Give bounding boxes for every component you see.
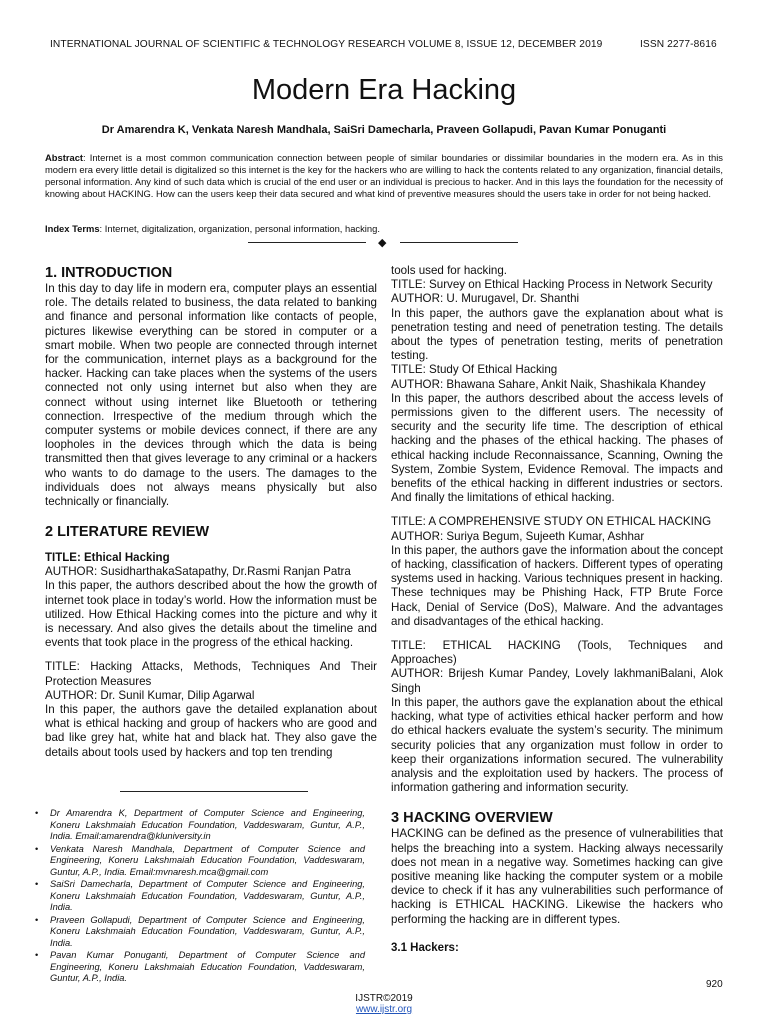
issn-header: ISSN 2277-8616 (640, 39, 717, 50)
left-column (45, 264, 377, 760)
footnote-item: • Praveen Gollapudi, Department of Computer Science and Engineering, Koneru Lakshmaiah Education Foundation, Vaddeswaram, Guntur, A.P., India. (35, 914, 365, 948)
footnote-item: • Venkata Naresh Mandhala, Department of Computer Science and Engineering, Koneru Lakshmaiah Education Foundation, Vaddeswaram, Guntur, A.P., India. Email:mvnaresh.mca@gmail.com (35, 843, 365, 877)
intro-text: In this day to day life in modern era, computer plays an essential role. The details related to business, the data related to banking and finance and personal information like contacts of people, pictures likewise everything can be stored in computer or a smart mobile. When two people are connected through internet for the communication, internet plays as a background for the hacker. Hacking can take places when the systems of the users connected not only using internet but also when they are connect without using internet like Bluetooth or tethering connection. Irrespective of the medium through which the computer systems or mobile devices connect, if there are any loopholes in the devices through which the data is being transmitted then that gives leverage to any criminal or a hackers who wants to do damage to the users. The damages to the individuals does not always means physically but also technically or financially. (45, 282, 377, 509)
bullet-icon: • (35, 879, 39, 889)
lit-entry-4-title: TITLE: Study Of Ethical Hacking (391, 363, 558, 377)
hackers-subheading: 3.1 Hackers: (391, 941, 459, 954)
lit-entry-5-author: AUTHOR: Suriya Begum, Sujeeth Kumar, Ashhar (391, 529, 645, 543)
bullet-icon: • (35, 914, 39, 925)
index-terms-label: Index Terms (45, 223, 100, 234)
diamond-icon: ◆ (378, 237, 387, 249)
paper-title: Modern Era Hacking (251, 74, 517, 106)
lit-entry-1-author: AUTHOR: SusidharthakaSatapathy, Dr.Rasmi Ranjan Patra (45, 565, 351, 579)
lit-entry-3-author: AUTHOR: U. Murugavel, Dr. Shanthi (391, 292, 580, 306)
footnote-item: • Pavan Kumar Ponuganti, Department of Computer Science and Engineering, Koneru Lakshmaiah Education Foundation, Vaddeswaram, Guntur, A.P., India. (35, 950, 365, 983)
lit-entry-4-text: In this paper, the authors described about the access levels of permissions given to the different users. The necessity of security and the security life time. The description of ethical hacking and the phases of the ethical hacking. The phases of ethical hacking include Reconnaissance, Scanning, Owning the System, Zombie System, Evidence Removal. The impacts and benefits of the ethical hacking in different industries or sectors. And finally the limitations of ethical hacking. (391, 391, 723, 505)
lit-entry-1-text: In this paper, the authors described about the how the growth of internet took place in today’s world. How the information must be utilized. How Ethical Hacking comes into the picture and why it is necessary. And also gives the details about the timeline and events that took place in the progress of the ethical hacking. (45, 579, 377, 650)
copyright: IJSTR©2019 (355, 993, 413, 1004)
separator-line-right (400, 242, 518, 243)
bullet-icon: • (35, 950, 39, 960)
bullet-icon: • (35, 843, 39, 854)
lit-entry-3-title: TITLE: Survey on Ethical Hacking Process in Network Security (391, 278, 713, 292)
footnote-item: • SaiSri Damecharla, Department of Computer Science and Engineering, Koneru Lakshmaiah Education Foundation, Vaddeswaram, Guntur, A.P., India. (35, 879, 365, 912)
lit-entry-4-author: AUTHOR: Bhawana Sahare, Ankit Naik, Shashikala Khandey (391, 377, 706, 391)
right-column (391, 264, 723, 955)
journal-link[interactable]: www.ijstr.org (355, 1004, 413, 1015)
lit-entry-1-title: TITLE: Ethical Hacking (45, 552, 170, 565)
intro-heading: 1. INTRODUCTION (45, 265, 173, 281)
index-terms-text: : Internet, digitalization, organization, personal information, hacking. (99, 223, 380, 234)
abstract-text: : Internet is a most common communication connection between people of similar boundaries or dissimilar boundaries in the modern era. As in this modern era every little detail is digitalized so this internet is the key for the hackers who are willing to hack the contents related to any organization, financial details, personal information. Any kind of such data which is crucial of the end user or an individual is precious to hacker. And in this lays the foundation for the necessity of knowing about HACKING. How can the users keep their data secured and what kind of preventive measures should the users take in order for not being hacked. (45, 152, 723, 199)
lit-entry-2-continued: tools used for hacking. (391, 264, 508, 277)
lit-entry-2-title: TITLE: Hacking Attacks, Methods, Techniques And Their Protection Measures (45, 660, 377, 688)
overview-heading: 3 HACKING OVERVIEW (391, 810, 553, 827)
footnote-item: • Dr Amarendra K, Department of Computer Science and Engineering, Koneru Lakshmaiah Education Foundation, Vaddeswaram, Guntur, A.P., India. Email:amarendra@kluniversity.in (35, 808, 365, 841)
separator-line-left (248, 242, 366, 243)
literature-heading: 2 LITERATURE REVIEW (45, 524, 210, 541)
author-list: Dr Amarendra K, Venkata Naresh Mandhala, SaiSri Damecharla, Praveen Gollapudi, Pavan Kumar Ponuganti (101, 124, 667, 136)
lit-entry-2-author: AUTHOR: Dr. Sunil Kumar, Dilip Agarwal (45, 688, 255, 702)
lit-entry-6-text: In this paper, the authors gave the explanation about the ethical hacking, what type of activities ethical hacker perform and how do ethical hackers evaluate the system’s security. The minimum security policies that any organization must follow in order to keep their organizations information secured. The vulnerability analysis and the exploitation used by hackers. The process of information gathering and information security. (391, 695, 723, 795)
lit-entry-3-text: In this paper, the authors gave the explanation about what is penetration testing and need of penetration testing. The details about the types of penetration testing, merits of penetration testing. (391, 306, 723, 363)
bullet-icon: • (35, 808, 39, 818)
index-terms (45, 223, 723, 235)
section-separator (248, 236, 520, 248)
lit-entry-5-text: In this paper, the authors gave the information about the concept of hacking, classification of hackers. Different types of operating systems used in hacking. Various techniques present in hacking. These techniques may be Phishing Hack, FTP Brute Force Hack, Denial of Service (DoS), Malware. And the advantages and disadvantages of the ethical hacking. (391, 543, 723, 628)
author-footnotes (35, 808, 365, 986)
overview-text: HACKING can be defined as the presence of vulnerabilities that helps the breaching into a system. Hacking always necessarily does not mean in a negative way. Sometimes hacking can give positive meaning like hacking the computer system or a mobile device to check if it has any vulnerabilities such performance of hacking is ETHICAL HACKING. Likewise the hackers who performing the hacking are in different types. (391, 827, 723, 926)
lit-entry-6-author: AUTHOR: Brijesh Kumar Pandey, Lovely lakhmaniBalani, Alok Singh (391, 667, 723, 695)
journal-header: INTERNATIONAL JOURNAL OF SCIENTIFIC & TECHNOLOGY RESEARCH VOLUME 8, ISSUE 12, DECEMBER 2019 (50, 39, 603, 50)
lit-entry-5-title: TITLE: A COMPREHENSIVE STUDY ON ETHICAL HACKING (391, 515, 712, 529)
page-number: 920 (706, 979, 723, 990)
abstract (45, 152, 723, 200)
footnote-rule (120, 791, 308, 792)
lit-entry-6-title: TITLE: ETHICAL HACKING (Tools, Techniques and Approaches) (391, 639, 723, 667)
abstract-label: Abstract (45, 152, 84, 163)
lit-entry-2-text: In this paper, the authors gave the detailed explanation about what is ethical hacking and group of hackers who are good and bad like grey hat, white hat and black hat. They also gave the details about tools used by hackers and top ten trending (45, 703, 377, 759)
